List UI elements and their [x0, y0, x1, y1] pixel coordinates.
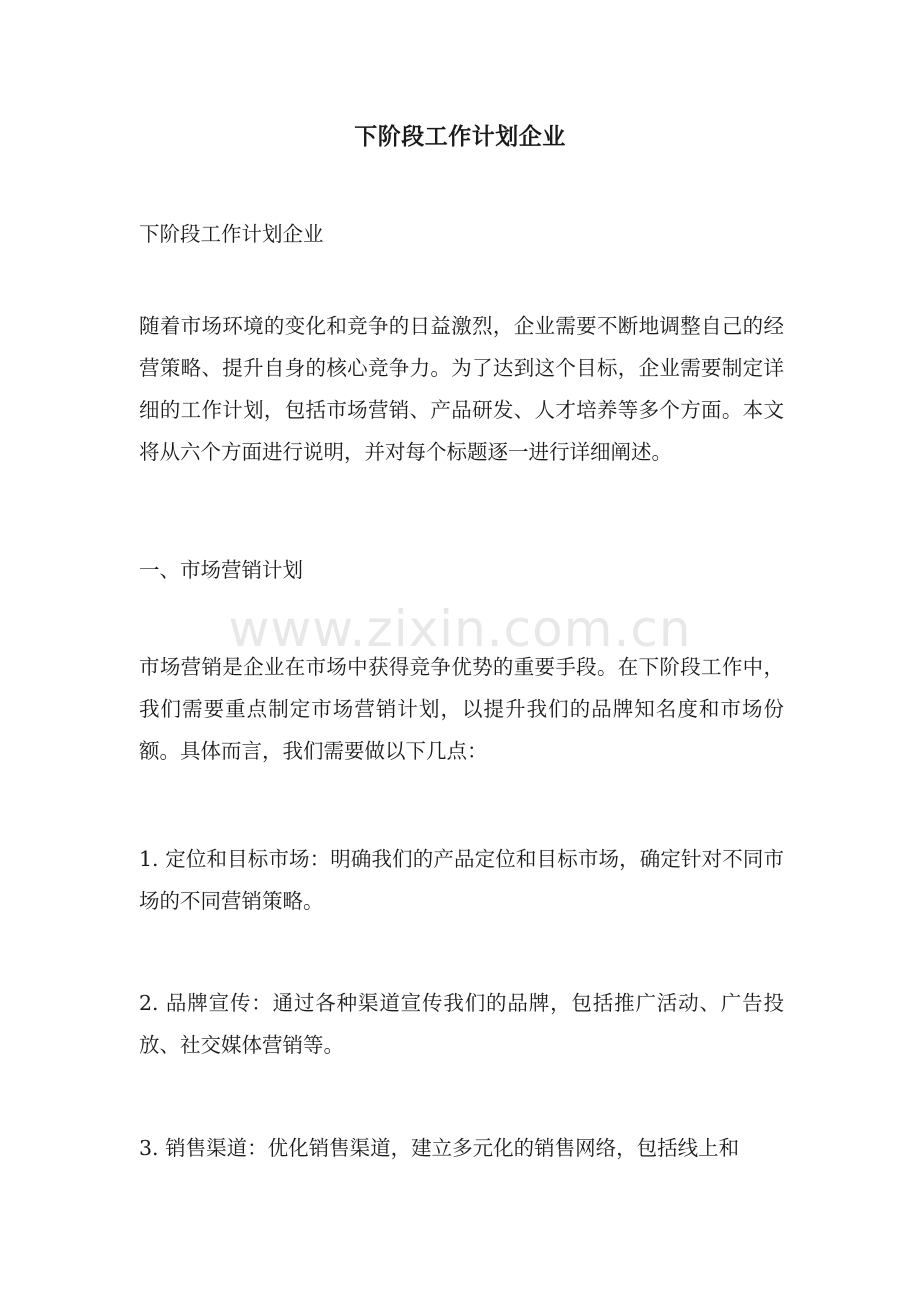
- watermark-text: www.zixin.com.cn: [228, 600, 692, 658]
- section-body-marketing: 市场营销是企业在市场中获得竞争优势的重要手段。在下阶段工作中，我们需要重点制定市场营销计划，以提升我们的品牌知名度和市场份额。具体而言，我们需要做以下几点：: [139, 655, 784, 763]
- document-subtitle: 下阶段工作计划企业: [139, 222, 324, 246]
- list-item-sales-channels: 3. 销售渠道：优化销售渠道，建立多元化的销售网络，包括线上和: [139, 1136, 740, 1160]
- intro-paragraph: 随着市场环境的变化和竞争的日益激烈，企业需要不断地调整自己的经营策略、提升自身的核心竞争力。为了达到这个目标，企业需要制定详细的工作计划，包括市场营销、产品研发、人才培养等多个方面。本文将从六个方面进行说明，并对每个标题逐一进行详细阐述。: [139, 314, 784, 464]
- page-title: 下阶段工作计划企业: [354, 123, 566, 150]
- list-item-branding: 2. 品牌宣传：通过各种渠道宣传我们的品牌，包括推广活动、广告投放、社交媒体营销等。: [139, 991, 784, 1057]
- section-heading-marketing: 一、市场营销计划: [139, 558, 303, 582]
- list-item-positioning: 1. 定位和目标市场：明确我们的产品定位和目标市场，确定针对不同市场的不同营销策略。: [139, 847, 784, 913]
